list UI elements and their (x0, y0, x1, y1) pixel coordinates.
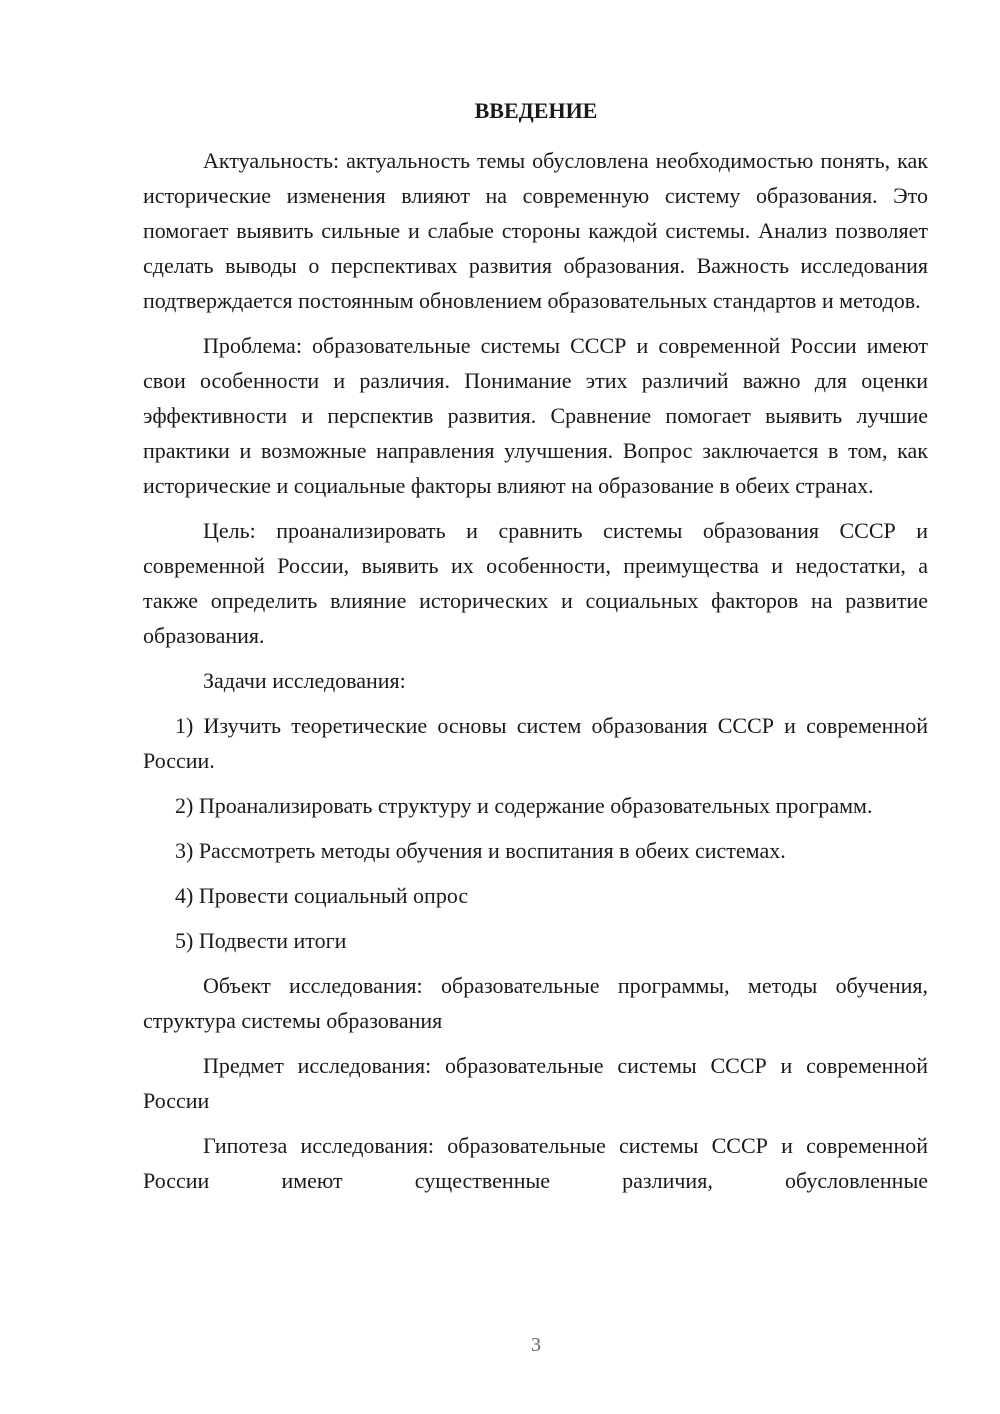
paragraph-problem: Проблема: образовательные системы СССР и современной России имеют свои особенности и различия. Понимание этих различий важно для оценки эффективности и перспектив развития. Сравнение помогает выявить лучшие практики и возможные направления улучшения. Вопрос заключается в том, как исторические и социальные факторы влияют на образование в обеих странах. (143, 333, 928, 498)
task-item: 2) Проанализировать структуру и содержание образовательных программ. (175, 793, 873, 818)
paragraph-subject: Предмет исследования: образовательные системы СССР и современной России (143, 1053, 928, 1113)
paragraph-object: Объект исследования: образовательные программы, методы обучения, структура системы образования (143, 973, 928, 1033)
task-item: 3) Рассмотреть методы обучения и воспитания в обеих системах. (175, 838, 786, 863)
tasks-heading: Задачи исследования: (203, 668, 406, 693)
section-title: ВВЕДЕНИЕ (474, 98, 598, 123)
task-item: 4) Провести социальный опрос (175, 883, 469, 908)
paragraph-hypothesis: Гипотеза исследования: образовательные системы СССР и современной России имеют существенные различия, обусловленные (143, 1133, 928, 1193)
paragraph-actuality: Актуальность: актуальность темы обусловлена необходимостью понять, как исторические изменения влияют на современную систему образования. Это помогает выявить сильные и слабые стороны каждой системы. Анализ позволяет сделать выводы о перспективах развития образования. Важность исследования подтверждается постоянным обновлением образовательных стандартов и методов. (143, 148, 928, 313)
document-body (143, 143, 928, 1208)
page-number: 3 (531, 1334, 541, 1356)
task-item: 1) Изучить теоретические основы систем образования СССР и современной России. (143, 713, 928, 773)
paragraph-goal: Цель: проанализировать и сравнить системы образования СССР и современной России, выявить их особенности, преимущества и недостатки, а также определить влияние исторических и социальных факторов на развитие образования. (143, 518, 928, 648)
task-item: 5) Подвести итоги (175, 928, 347, 953)
